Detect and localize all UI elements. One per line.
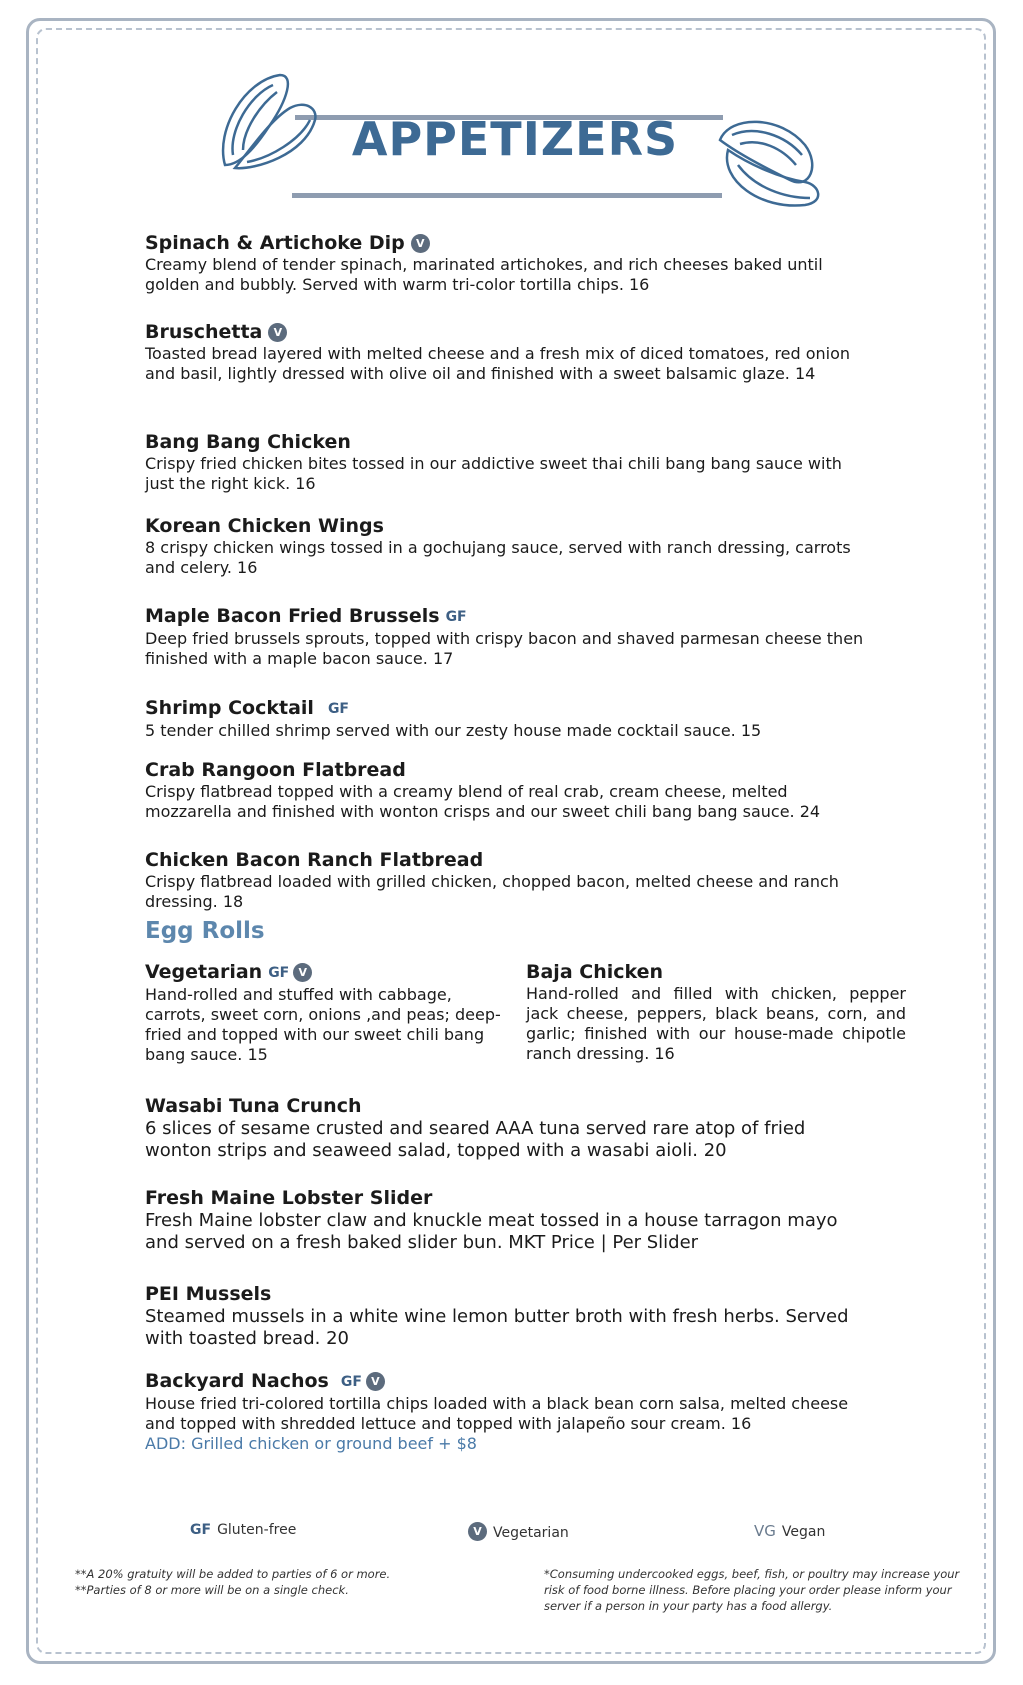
item-name: Bang Bang Chicken	[145, 431, 351, 453]
item-description: Crispy flatbread loaded with grilled chicken, chopped bacon, melted cheese and ranch dressing. 18	[145, 872, 839, 911]
vegetarian-badge: V	[268, 323, 287, 342]
food-safety-note: *Consuming undercooked eggs, beef, fish, or poultry may increase your risk of food borne illness. Before placing your order please inform your server if a person in your party has a food allergy.	[544, 1567, 960, 1613]
item-description: 6 slices of sesame crusted and seared AAA tuna served rare atop of fried wonton strips and seaweed salad, topped with a wasabi aioli. 20	[145, 1118, 806, 1161]
legend-label: Gluten-free	[217, 1522, 297, 1538]
add-on-note: ADD: Grilled chicken or ground beef + $8	[145, 1434, 477, 1453]
menu-item	[145, 1283, 865, 1350]
gratuity-notes	[75, 1566, 435, 1598]
item-name: Fresh Maine Lobster Slider	[145, 1187, 433, 1209]
legend-vegetarian	[468, 1522, 569, 1541]
item-name	[145, 961, 505, 984]
vegan-mark: VG	[754, 1522, 776, 1540]
item-name-text: Spinach & Artichoke Dip	[145, 232, 405, 254]
gluten-free-badge: GF	[268, 965, 290, 981]
legend-gluten-free	[190, 1522, 296, 1538]
legend-vegan	[754, 1522, 825, 1540]
item-description: Steamed mussels in a white wine lemon butter broth with fresh herbs. Served with toasted bread. 20	[145, 1306, 849, 1349]
header	[200, 70, 830, 220]
gratuity-note: **A 20% gratuity will be added to parties of 6 or more.	[75, 1567, 391, 1581]
menu-item	[145, 759, 865, 822]
menu-item	[145, 431, 865, 494]
item-name	[145, 697, 865, 720]
menu-item	[145, 1187, 865, 1254]
item-description: Crispy fried chicken bites tossed in our addictive sweet thai chili bang bang sauce with just the right kick. 16	[145, 454, 842, 493]
item-name: PEI Mussels	[145, 1283, 272, 1305]
menu-item	[145, 232, 865, 295]
legend-label: Vegan	[781, 1524, 826, 1540]
page-title: APPETIZERS	[351, 112, 679, 166]
single-check-note: **Parties of 8 or more will be on a single check.	[75, 1583, 349, 1597]
vegetarian-badge: V	[411, 234, 430, 253]
item-name	[145, 1370, 865, 1393]
menu-item	[145, 321, 865, 384]
item-name-text: Shrimp Cocktail	[145, 697, 314, 719]
gluten-free-badge: GF	[445, 609, 467, 625]
menu-item	[145, 1370, 865, 1454]
gluten-free-badge: GF	[327, 701, 349, 717]
item-name	[145, 605, 865, 628]
egg-roll-vegetarian	[145, 961, 505, 1065]
menu-item	[145, 849, 865, 912]
item-name-text: Backyard Nachos	[145, 1370, 329, 1392]
gluten-free-mark: GF	[190, 1522, 212, 1538]
item-description: 8 crispy chicken wings tossed in a gochujang sauce, served with ranch dressing, carrots and celery. 16	[145, 538, 851, 577]
item-name: Baja Chicken	[526, 961, 664, 983]
vegetarian-badge: V	[468, 1522, 487, 1541]
mussel-shell-icon-left	[215, 70, 325, 175]
vegetarian-badge: V	[366, 1372, 385, 1391]
item-name: Chicken Bacon Ranch Flatbread	[145, 849, 484, 871]
item-description: Crispy flatbread topped with a creamy blend of real crab, cream cheese, melted mozzarella and finished with wonton crisps and our sweet chili bang bang sauce. 24	[145, 782, 821, 821]
item-description: Creamy blend of tender spinach, marinated artichokes, and rich cheeses baked until golden and bubbly. Served with warm tri-color tortilla chips. 16	[145, 255, 823, 294]
menu-item	[145, 697, 865, 741]
item-name: Korean Chicken Wings	[145, 515, 384, 537]
item-description: Deep fried brussels sprouts, topped with crispy bacon and shaved parmesan cheese then finished with a maple bacon sauce. 17	[145, 629, 864, 668]
item-name	[145, 232, 865, 254]
menu-item	[145, 515, 865, 578]
mussel-shell-icon-right	[710, 110, 830, 215]
menu-item	[145, 1095, 865, 1162]
vegetarian-badge: V	[293, 963, 312, 982]
egg-rolls-heading: Egg Rolls	[145, 918, 265, 944]
legend-label: Vegetarian	[493, 1525, 569, 1541]
item-name: Crab Rangoon Flatbread	[145, 759, 406, 781]
item-description: Hand-rolled and stuffed with cabbage, carrots, sweet corn, onions ,and peas; deep-fried and topped with our sweet chili bang bang sauce. 15	[145, 985, 501, 1064]
item-name: Wasabi Tuna Crunch	[145, 1095, 362, 1117]
item-description: Toasted bread layered with melted cheese and a fresh mix of diced tomatoes, red onion and basil, lightly dressed with olive oil and finished with a sweet balsamic glaze. 14	[145, 344, 851, 383]
gluten-free-badge: GF	[340, 1374, 362, 1390]
header-rule-bottom	[292, 193, 722, 198]
item-name-text: Maple Bacon Fried Brussels	[145, 605, 440, 627]
item-name-text: Bruschetta	[145, 321, 263, 343]
item-name-text: Vegetarian	[145, 961, 263, 983]
item-description: House fried tri-colored tortilla chips loaded with a black bean corn salsa, melted cheese and topped with shredded lettuce and topped with jalapeño sour cream. 16	[145, 1394, 849, 1433]
item-description: 5 tender chilled shrimp served with our zesty house made cocktail sauce. 15	[145, 721, 762, 740]
egg-roll-baja-chicken	[526, 961, 906, 1064]
menu-item	[145, 605, 865, 669]
item-name	[145, 321, 865, 343]
item-description: Hand-rolled and filled with chicken, pepper jack cheese, peppers, black beans, corn, and garlic; finished with our house-made chipotle ranch dressing. 16	[526, 984, 906, 1063]
item-description: Fresh Maine lobster claw and knuckle meat tossed in a house tarragon mayo and served on a fresh baked slider bun. MKT Price | Per Slider	[145, 1210, 838, 1253]
